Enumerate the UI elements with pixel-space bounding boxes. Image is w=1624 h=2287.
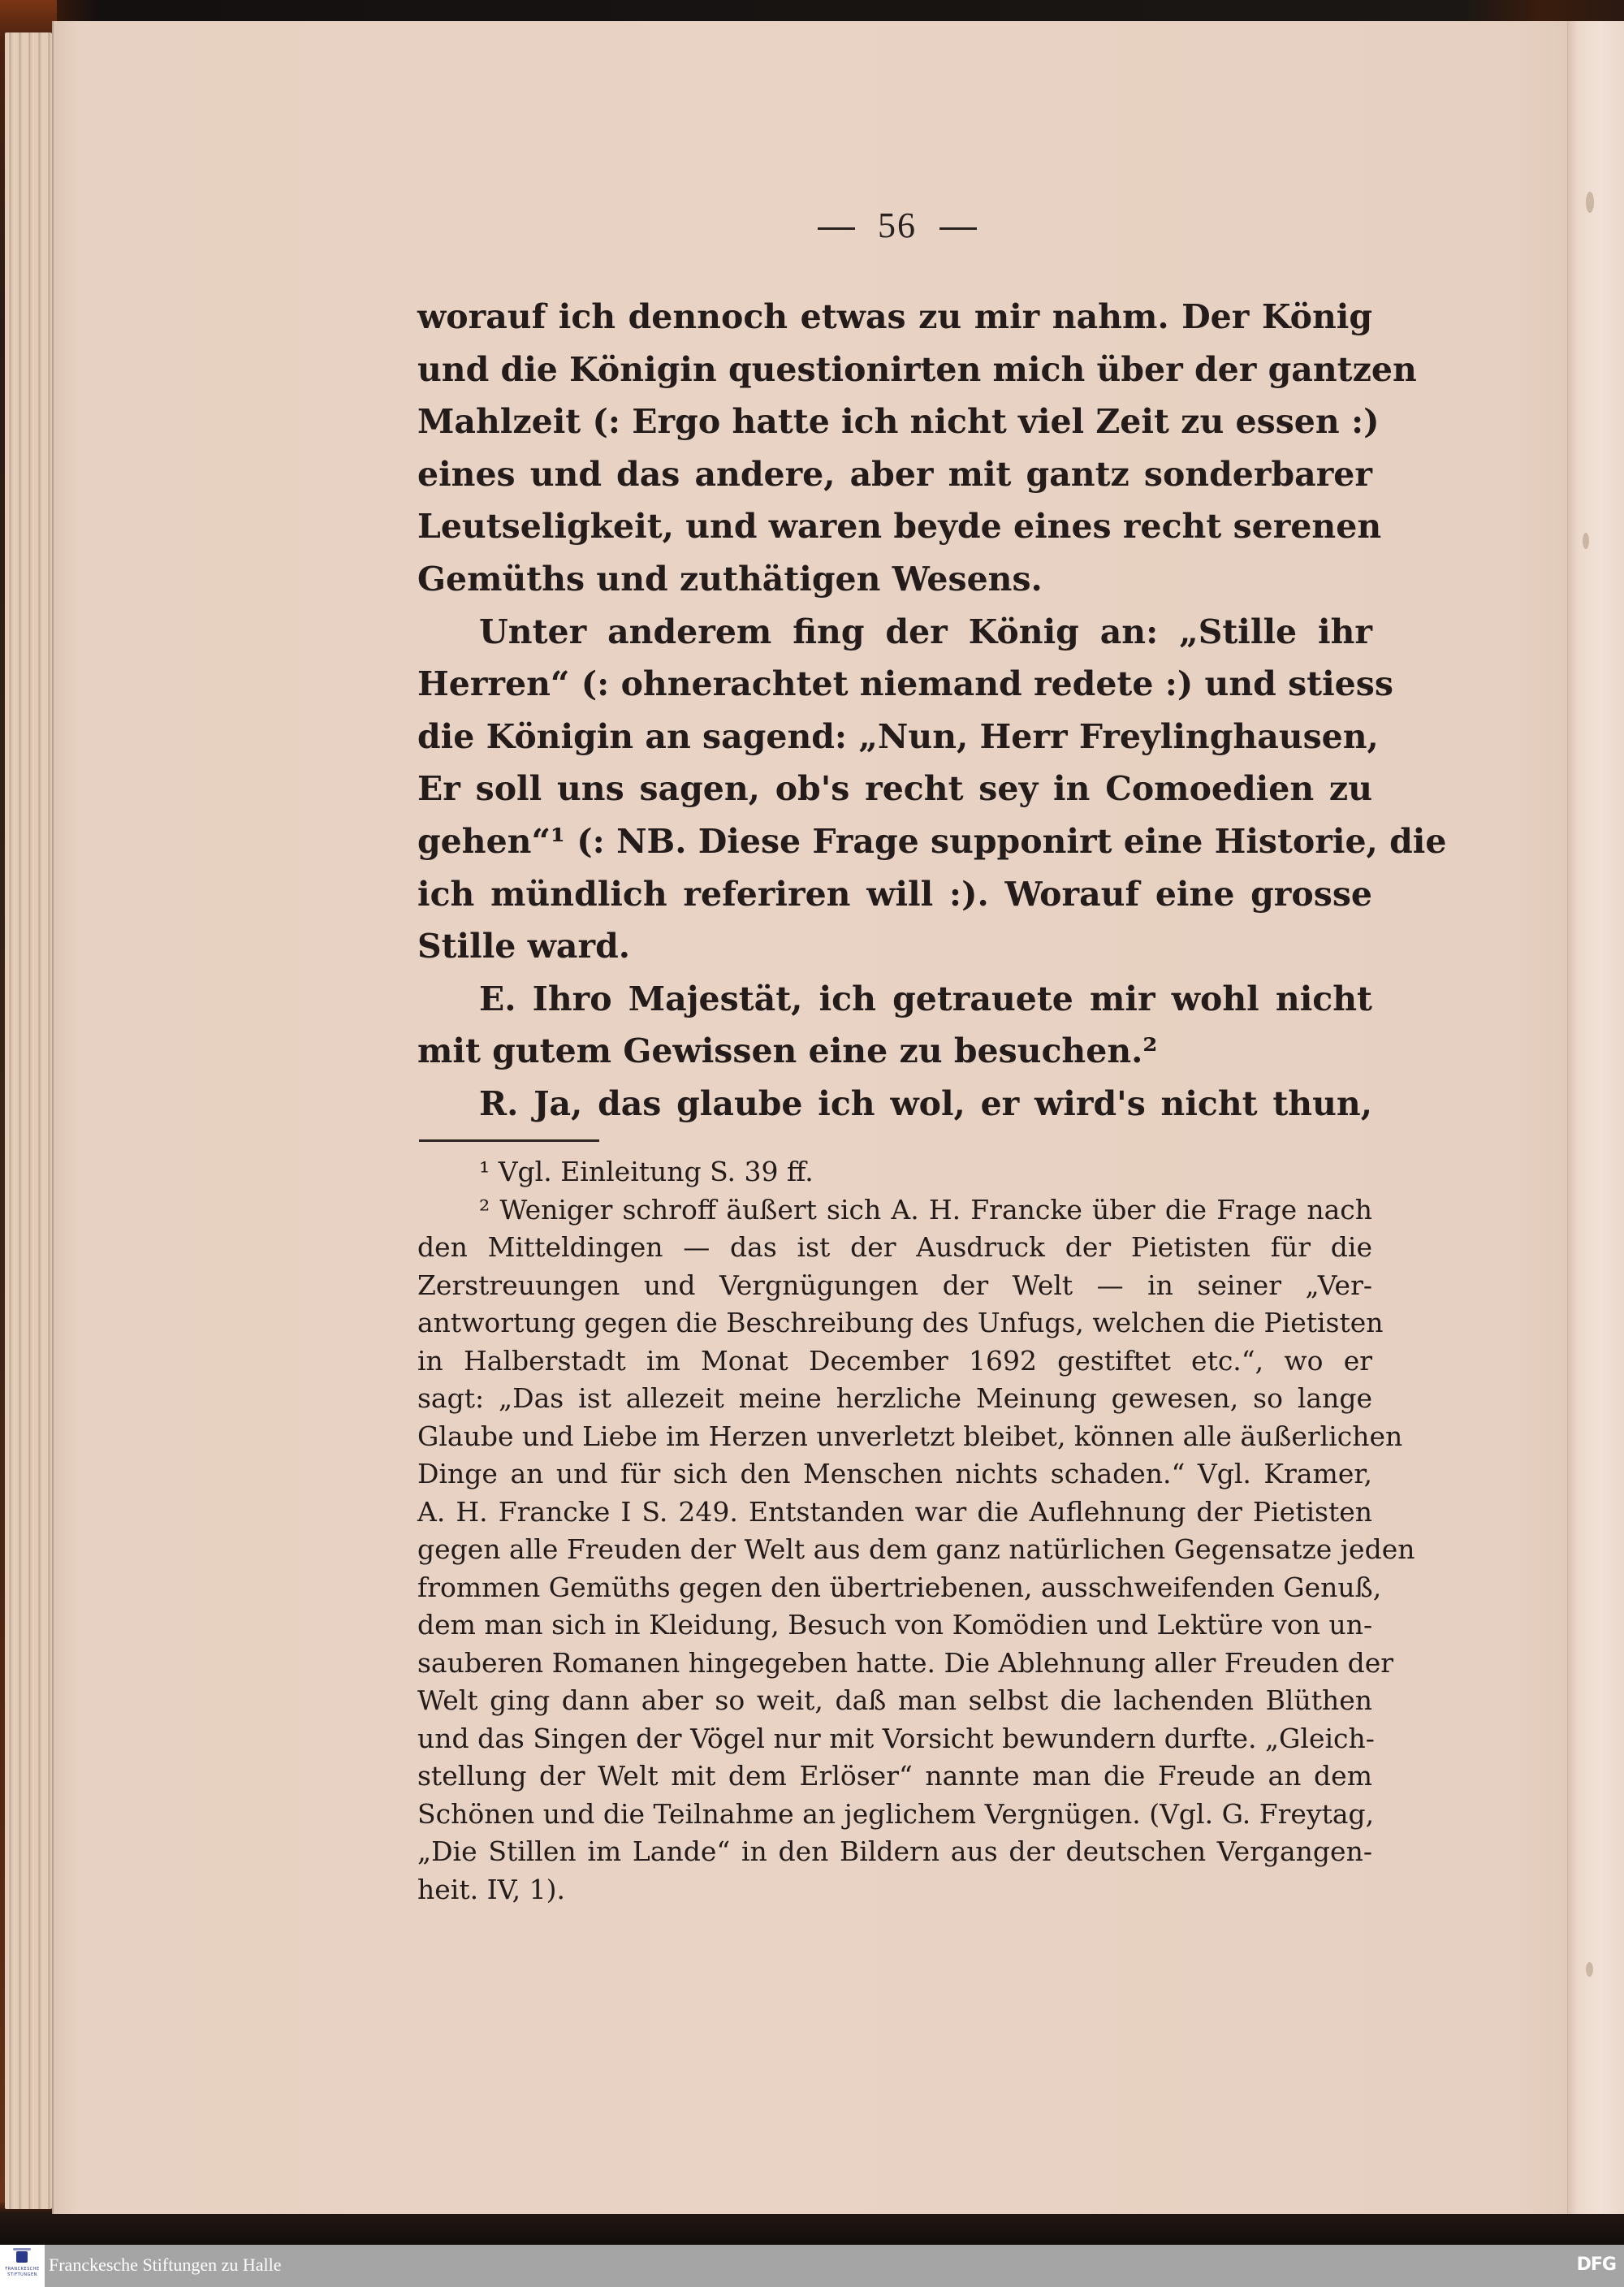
text-line: eines und das andere, aber mit gantz sonderbarer <box>417 454 1372 494</box>
footnote-line: Zerstreuungen und Vergnügungen der Welt — in seiner „Ver- <box>417 1269 1372 1301</box>
footnotes <box>417 1153 1415 1909</box>
logo-roof-icon <box>13 2248 31 2250</box>
footnote-line: ² Weniger schroff äußert sich A. H. Francke über die Frage nach <box>479 1193 1372 1226</box>
footer-bar <box>0 2245 1624 2287</box>
text-line: mit gutem Gewissen eine zu besuchen.² <box>417 1031 1158 1071</box>
institution-name: Franckesche Stiftungen zu Halle <box>49 2255 282 2275</box>
footnote-line: Schönen und die Teilnahme an jeglichem Vergnügen. (Vgl. G. Freytag, <box>417 1797 1375 1830</box>
text-line: worauf ich dennoch etwas zu mir nahm. Der König <box>417 297 1372 336</box>
footnote-line: frommen Gemüths gegen den übertriebenen, ausschweifenden Genuß, <box>417 1571 1382 1603</box>
page-number-dash-left <box>818 227 855 230</box>
text-line: Herren“ (: ohnerachtet niemand redete :) und stiess <box>417 664 1393 704</box>
page-number <box>0 205 1624 246</box>
footnote-line: gegen alle Freuden der Welt aus dem ganz natürlichen Gegensatze jeden <box>417 1533 1415 1565</box>
text-line: Mahlzeit (: Ergo hatte ich nicht viel Zeit zu essen :) <box>417 402 1380 442</box>
footnote-line: Glaube und Liebe im Herzen unverletzt bleibet, können alle äußerlichen <box>417 1420 1403 1452</box>
footnote-line: „Die Stillen im Lande“ in den Bildern aus der deutschen Vergangen- <box>417 1835 1372 1867</box>
footnote-line: sagt: „Das ist allezeit meine herzliche Meinung gewesen, so lange <box>417 1382 1372 1414</box>
text-line: Leutseligkeit, und waren beyde eines recht serenen <box>417 507 1382 547</box>
footnote-line: dem man sich in Kleidung, Besuch von Komödien und Lektüre von un- <box>417 1609 1373 1641</box>
footnote-line: in Halberstadt im Monat December 1692 gestiftet etc.“, wo er <box>417 1344 1372 1377</box>
footnote-line: Welt ging dann aber so weit, daß man selbst die lachenden Blüthen <box>417 1684 1372 1716</box>
institution-logo[interactable] <box>0 2245 45 2287</box>
footnote-line: ¹ Vgl. Einleitung S. 39 ff. <box>479 1156 814 1187</box>
footnote-line: A. H. Francke I S. 249. Entstanden war die Auflehnung der Pietisten <box>417 1495 1372 1528</box>
footnote-line: Dinge an und für sich den Menschen nichts schaden.“ Vgl. Kramer, <box>417 1458 1372 1489</box>
text-line: Stille ward. <box>417 927 631 966</box>
text-line: R. Ja, das glaube ich wol, er wird's nicht thun, <box>479 1083 1372 1123</box>
paper-stain <box>1583 533 1589 549</box>
text-line: ich mündlich referiren will :). Worauf eine grosse <box>417 874 1372 914</box>
text-line: und die Königin questionirten mich über der gantzen <box>417 349 1417 389</box>
logo-label: FRANCKESCHE STIFTUNGEN <box>5 2267 40 2277</box>
paper-stain <box>1586 1962 1593 1977</box>
logo-figure-icon <box>16 2251 28 2263</box>
text-line: E. Ihro Majestät, ich getrauete mir wohl nicht <box>479 979 1372 1018</box>
next-page-edge <box>1567 21 1624 2214</box>
text-line: Gemüths und zuthätigen Wesens. <box>417 559 1043 599</box>
text-line: die Königin an sagend: „Nun, Herr Freylinghausen, <box>417 716 1379 756</box>
text-line: Unter anderem fing der König an: „Stille ihr <box>479 612 1372 651</box>
footnote-line: und das Singen der Vögel nur mit Vorsicht bewundern durfte. „Gleich- <box>417 1722 1375 1754</box>
text-line: gehen“¹ (: NB. Diese Frage supponirt eine Historie, die <box>417 821 1447 861</box>
footnote-line: heit. IV, 1). <box>417 1873 566 1905</box>
page-number-dash-right <box>939 227 977 230</box>
footnote-line: stellung der Welt mit dem Erlöser“ nannte man die Freude an dem <box>417 1760 1372 1792</box>
dfg-logo[interactable]: DFG <box>1576 2255 1616 2275</box>
footnote-line: antwortung gegen die Beschreibung des Unfugs, welchen die Pietisten <box>417 1307 1384 1338</box>
text-line: Er soll uns sagen, ob's recht sey in Comoedien zu <box>417 769 1372 809</box>
page-number-value: 56 <box>878 205 917 245</box>
page-stack-edges <box>5 32 52 2209</box>
main-text <box>417 291 1447 1131</box>
footnote-divider <box>419 1139 599 1142</box>
footnote-line: sauberen Romanen hingegeben hatte. Die Ablehnung aller Freuden der <box>417 1646 1394 1679</box>
footnote-line: den Mitteldingen — das ist der Ausdruck der Pietisten für die <box>417 1231 1372 1263</box>
